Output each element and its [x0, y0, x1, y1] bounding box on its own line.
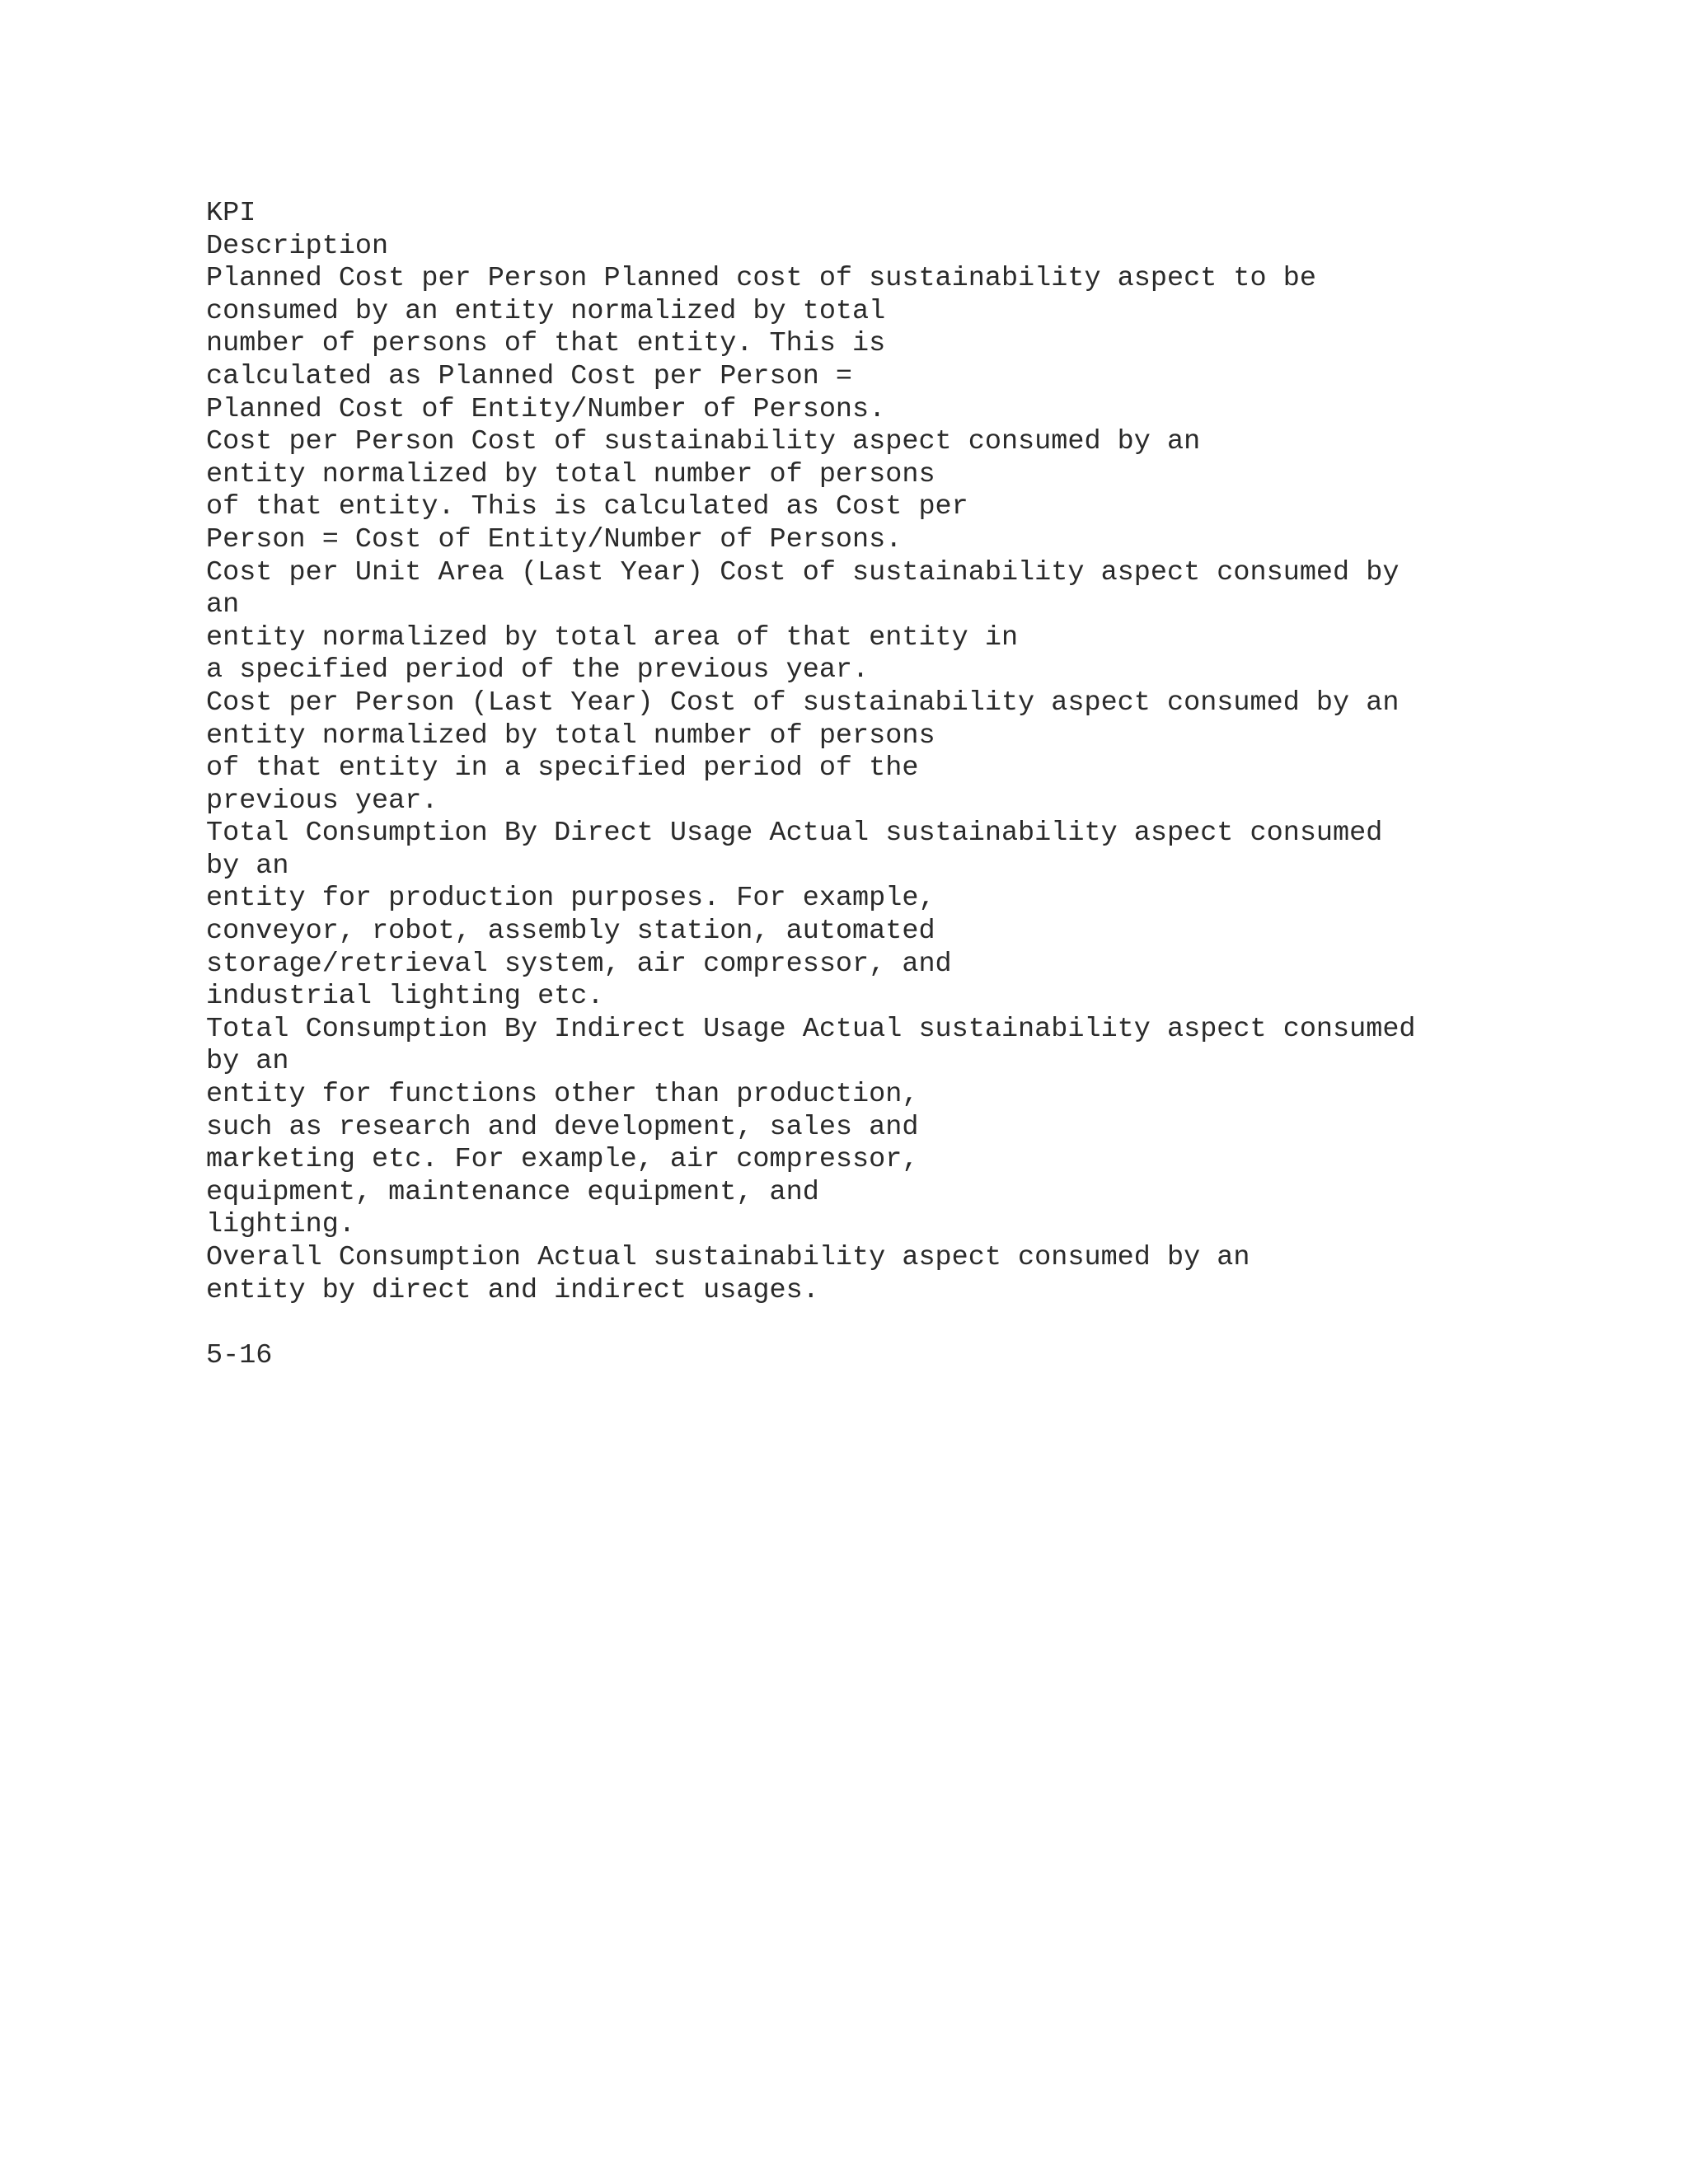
text-line: previous year.	[206, 785, 438, 817]
text-line: of that entity in a specified period of the	[206, 752, 919, 785]
text-line: such as research and development, sales and	[206, 1111, 919, 1143]
text-line: lighting.	[206, 1209, 355, 1241]
text-line: equipment, maintenance equipment, and	[206, 1176, 819, 1208]
text-line: entity normalized by total area of that entity in	[206, 621, 1019, 654]
text-line: KPI	[206, 198, 256, 229]
text-line: consumed by an entity normalized by total	[206, 295, 886, 327]
document-body	[206, 198, 1607, 1372]
text-line: an	[206, 589, 240, 621]
text-line: by an	[206, 1046, 289, 1078]
text-line: entity for functions other than production,	[206, 1079, 919, 1111]
text-line: entity for production purposes. For example,	[206, 883, 935, 915]
text-line: conveyor, robot, assembly station, automated	[206, 916, 935, 948]
text-line: number of persons of that entity. This is	[206, 328, 886, 360]
text-line: industrial lighting etc.	[206, 981, 604, 1013]
text-line: entity normalized by total number of persons	[206, 458, 935, 490]
text-line: Total Consumption By Direct Usage Actual sustainability aspect consumed	[206, 818, 1383, 850]
text-line: of that entity. This is calculated as Cost per	[206, 491, 968, 523]
text-line: calculated as Planned Cost per Person =	[206, 360, 853, 392]
text-line: Description	[206, 230, 389, 262]
text-line: entity by direct and indirect usages.	[206, 1274, 819, 1306]
text-line: Cost per Person Cost of sustainability aspect consumed by an	[206, 426, 1201, 458]
text-line: by an	[206, 850, 289, 882]
text-line: a specified period of the previous year.	[206, 654, 870, 687]
text-line: Cost per Unit Area (Last Year) Cost of sustainability aspect consumed by	[206, 556, 1400, 588]
text-line: Overall Consumption Actual sustainability aspect consumed by an	[206, 1242, 1250, 1273]
page-number: 5-16	[206, 1339, 273, 1371]
text-line: entity normalized by total number of persons	[206, 719, 935, 752]
text-line: marketing etc. For example, air compressor,	[206, 1144, 919, 1176]
text-line: Planned Cost per Person Planned cost of sustainability aspect to be	[206, 263, 1316, 295]
text-line: Planned Cost of Entity/Number of Persons.	[206, 393, 886, 425]
text-line: Total Consumption By Indirect Usage Actual sustainability aspect consumed	[206, 1013, 1416, 1045]
text-line: storage/retrieval system, air compressor, and	[206, 948, 952, 980]
text-line: Person = Cost of Entity/Number of Persons.	[206, 523, 903, 555]
text-line: Cost per Person (Last Year) Cost of sustainability aspect consumed by an	[206, 687, 1400, 719]
